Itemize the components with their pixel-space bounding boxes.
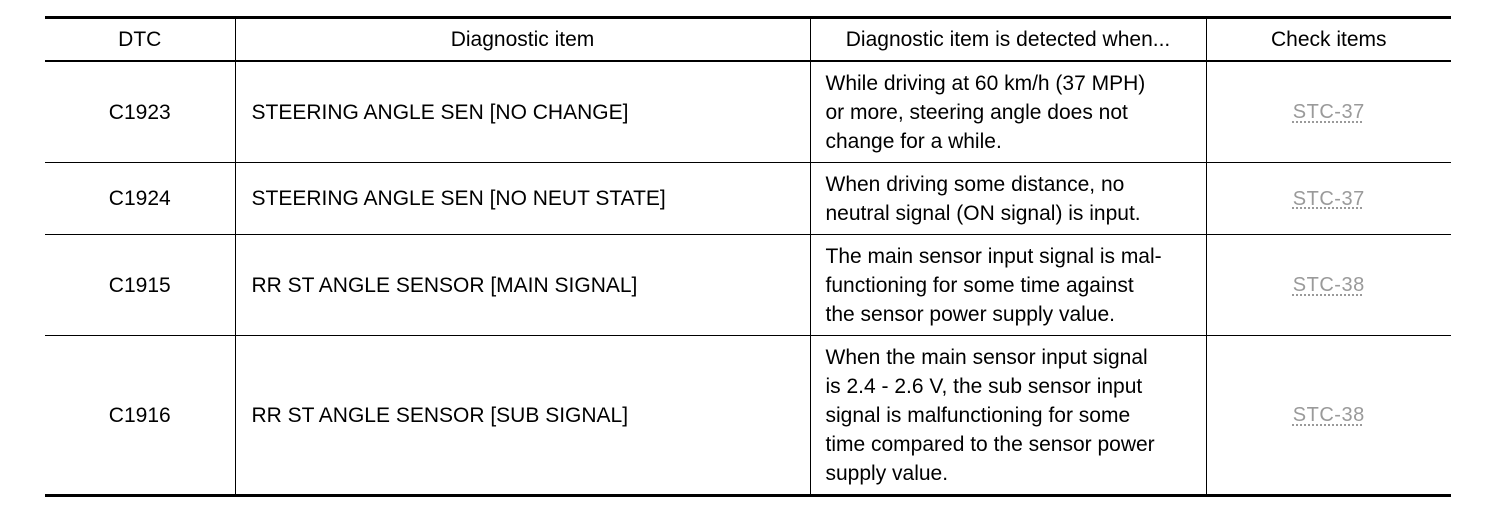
table-row: [45, 61, 1451, 163]
dtc-code: C1915: [45, 235, 235, 336]
diagnostic-item: RR ST ANGLE SENSOR [MAIN SIGNAL]: [235, 235, 810, 336]
header-row: [45, 18, 1451, 62]
detection-line: change for a while.: [825, 129, 1002, 153]
detection-line: While driving at 60 km/h (37 MPH): [825, 71, 1146, 95]
detection-line: When driving some distance, no: [825, 172, 1125, 196]
header-diagnostic-item: Diagnostic item: [235, 18, 810, 62]
table-row: [45, 235, 1451, 336]
dtc-code: C1916: [108, 403, 171, 427]
check-item-cell: [1206, 61, 1451, 163]
diagnostic-item: RR ST ANGLE SENSOR [SUB SIGNAL]: [235, 336, 810, 496]
detection-condition: [810, 163, 1206, 235]
header-check-items: Check items: [1206, 18, 1451, 62]
table-header: [45, 18, 1451, 62]
header-detected-when: Diagnostic item is detected when...: [810, 18, 1206, 62]
check-item-link[interactable]: STC-37: [1292, 101, 1365, 123]
dtc-code: C1924: [45, 163, 235, 235]
detection-line: is 2.4 - 2.6 V, the sub sensor input: [825, 374, 1143, 398]
detection-line: or more, steering angle does not: [825, 100, 1128, 124]
detection-line: neutral signal (ON signal) is input.: [825, 201, 1141, 225]
check-item-cell: [1206, 235, 1451, 336]
detection-line: signal is malfunctioning for some: [825, 403, 1131, 427]
check-item-cell: [1206, 163, 1451, 235]
header-dtc: DTC: [45, 18, 235, 62]
table-row: [45, 163, 1451, 235]
dtc-code: C1923: [45, 61, 235, 163]
detection-condition: [810, 61, 1206, 163]
check-item-cell: [1206, 336, 1451, 496]
check-item-link[interactable]: STC-37: [1292, 187, 1365, 210]
table-body: [45, 61, 1451, 496]
detection-condition: [810, 235, 1206, 336]
check-item-link[interactable]: STC-38: [1292, 404, 1365, 426]
detection-line: the sensor power supply value.: [825, 302, 1115, 326]
detection-line: supply value.: [825, 461, 949, 485]
diagnostic-item: STEERING ANGLE SEN [NO NEUT STATE]: [235, 163, 810, 235]
diagnostic-item: STEERING ANGLE SEN [NO CHANGE]: [235, 61, 810, 163]
dtc-table: [45, 16, 1451, 497]
detection-line: When the main sensor input signal: [825, 345, 1148, 369]
detection-condition: [810, 336, 1206, 496]
table-row: [45, 336, 1451, 496]
detection-line: The main sensor input signal is mal-: [825, 244, 1162, 268]
check-item-link[interactable]: STC-38: [1292, 274, 1365, 296]
detection-line: functioning for some time against: [825, 273, 1134, 297]
detection-line: time compared to the sensor power: [825, 432, 1155, 456]
